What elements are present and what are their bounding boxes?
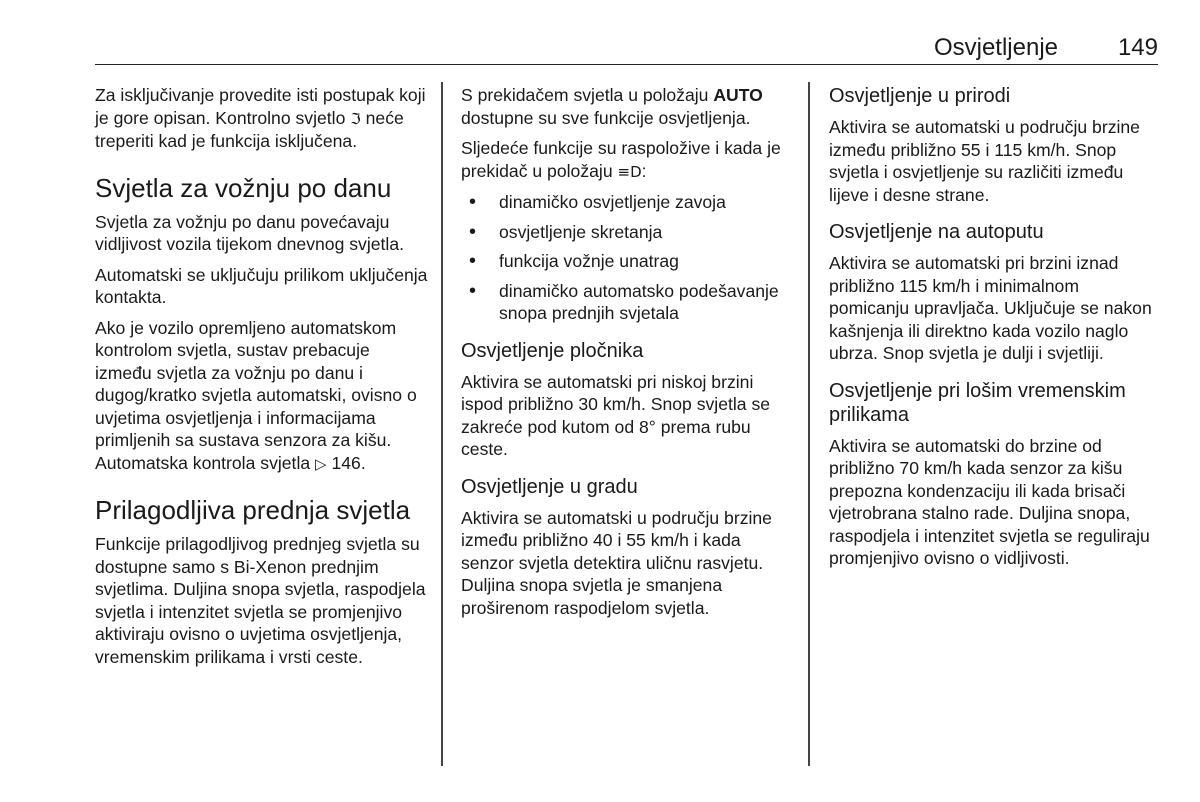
low-beam-icon: ≡D [617, 162, 642, 181]
heading-motorway-lighting: Osvjetljenje na autoputu [829, 221, 1044, 243]
paragraph: S prekidačem svjetla u položaju AUTO dostupne su sve funkcije osvjetljenja. [461, 85, 763, 128]
paragraph: Aktivira se automatski pri brzini iznad približno 115 km/h i minimalnom pomicanju upravljača. Uključuje se nakon kašnjenja ili direktno kada vozilo naglo ubrza. Snop svjetla je dulji i svjetliji. [829, 253, 1152, 363]
page-header [95, 30, 1158, 65]
section-title: Osvjetljenje [933, 34, 1058, 61]
paragraph: Automatski se uključuju prilikom uključenja kontakta. [95, 264, 428, 307]
auto-position-label: AUTO [713, 85, 763, 105]
heading-daytime-running-lights: Svjetla za vožnju po danu [95, 172, 392, 203]
paragraph: Svjetla za vožnju po danu povećavaju vidljivost vozila tijekom dnevnog svjetla. [95, 211, 405, 254]
page-number: 149 [1117, 34, 1158, 61]
paragraph: Za isključivanje provedite isti postupak koji je gore opisan. Kontrolno svjetlo ℑ neće treperiti kad je funkcija isključena. [95, 85, 426, 151]
paragraph: Aktivira se automatski u području brzine između približno 40 i 55 km/h i kada senzor svjetla detektira uličnu rasvjetu. Duljina snopa svjetla je smanjena proširenom raspodjelom svjetla. [461, 507, 772, 618]
headlight-indicator-icon: ℑ [350, 109, 361, 128]
heading-country-lighting: Osvjetljenje u prirodi [829, 85, 1011, 107]
column-divider [808, 82, 810, 766]
list-item: • dinamičko automatsko podešavanje snopa prednjih svjetala [461, 280, 796, 325]
heading-town-lighting: Osvjetljenje u gradu [461, 475, 638, 498]
paragraph: Aktivira se automatski pri niskoj brzini ispod približno 30 km/h. Snop svjetla se zakreće pod kutom od 8° prema rubu ceste. [461, 371, 771, 459]
column-left [95, 84, 430, 676]
list-item: • osvjetljenje skretanja [461, 221, 796, 244]
paragraph: Ako je vozilo opremljeno automatskom kontrolom svjetla, sustav prebacuje između svjetla za vožnju po danu i dugog/kratko svjetla automatski, ovisno o uvjetima osvjetljenja i informacijama primljenih sa sustava senzora za kišu. Automatska kontrola svjetla ▷ 146. [95, 317, 417, 473]
paragraph: Aktivira se automatski u području brzine između približno 55 i 115 km/h. Snop svjetla i osvjetljenje su različiti između lijeve i desne strane. [829, 117, 1140, 205]
list-item: • dinamičko osvjetljenje zavoja [461, 191, 796, 214]
page-reference[interactable]: 146. [331, 452, 366, 473]
heading-pavement-lighting: Osvjetljenje pločnika [461, 339, 644, 362]
page-reference-arrow-icon: ▷ [315, 454, 327, 473]
heading-adverse-weather-lighting: Osvjetljenje pri lošim vremenskim prilikama [829, 379, 1126, 426]
column-divider [441, 82, 443, 766]
list-item: • funkcija vožnje unatrag [461, 250, 796, 273]
function-list [461, 191, 796, 325]
heading-adaptive-forward-lighting: Prilagodljiva prednja svjetla [95, 495, 411, 525]
column-right [829, 84, 1159, 578]
paragraph: Sljedeće funkcije su raspoložive i kada je prekidač u položaju ≡D: [461, 138, 781, 181]
paragraph: Funkcije prilagodljivog prednjeg svjetla su dostupne samo s Bi-Xenon prednjim svjetlima. Duljina snopa svjetla, raspodjela svjetla i intenzitet svjetla se promjenjivo aktiviraju ovisno o uvjetima osvjetljenja, vremenskim prilikama i vrsti ceste. [95, 534, 426, 667]
column-middle [461, 84, 796, 627]
paragraph: Aktivira se automatski do brzine od približno 70 km/h kada senzor za kišu prepozna kondenzaciju ili kada brisači vjetrobrana stalno rade. Duljina snopa, raspodjela i intenzitet svjetla se reguliraju promjenjivo ovisno o vidljivosti. [829, 435, 1150, 568]
